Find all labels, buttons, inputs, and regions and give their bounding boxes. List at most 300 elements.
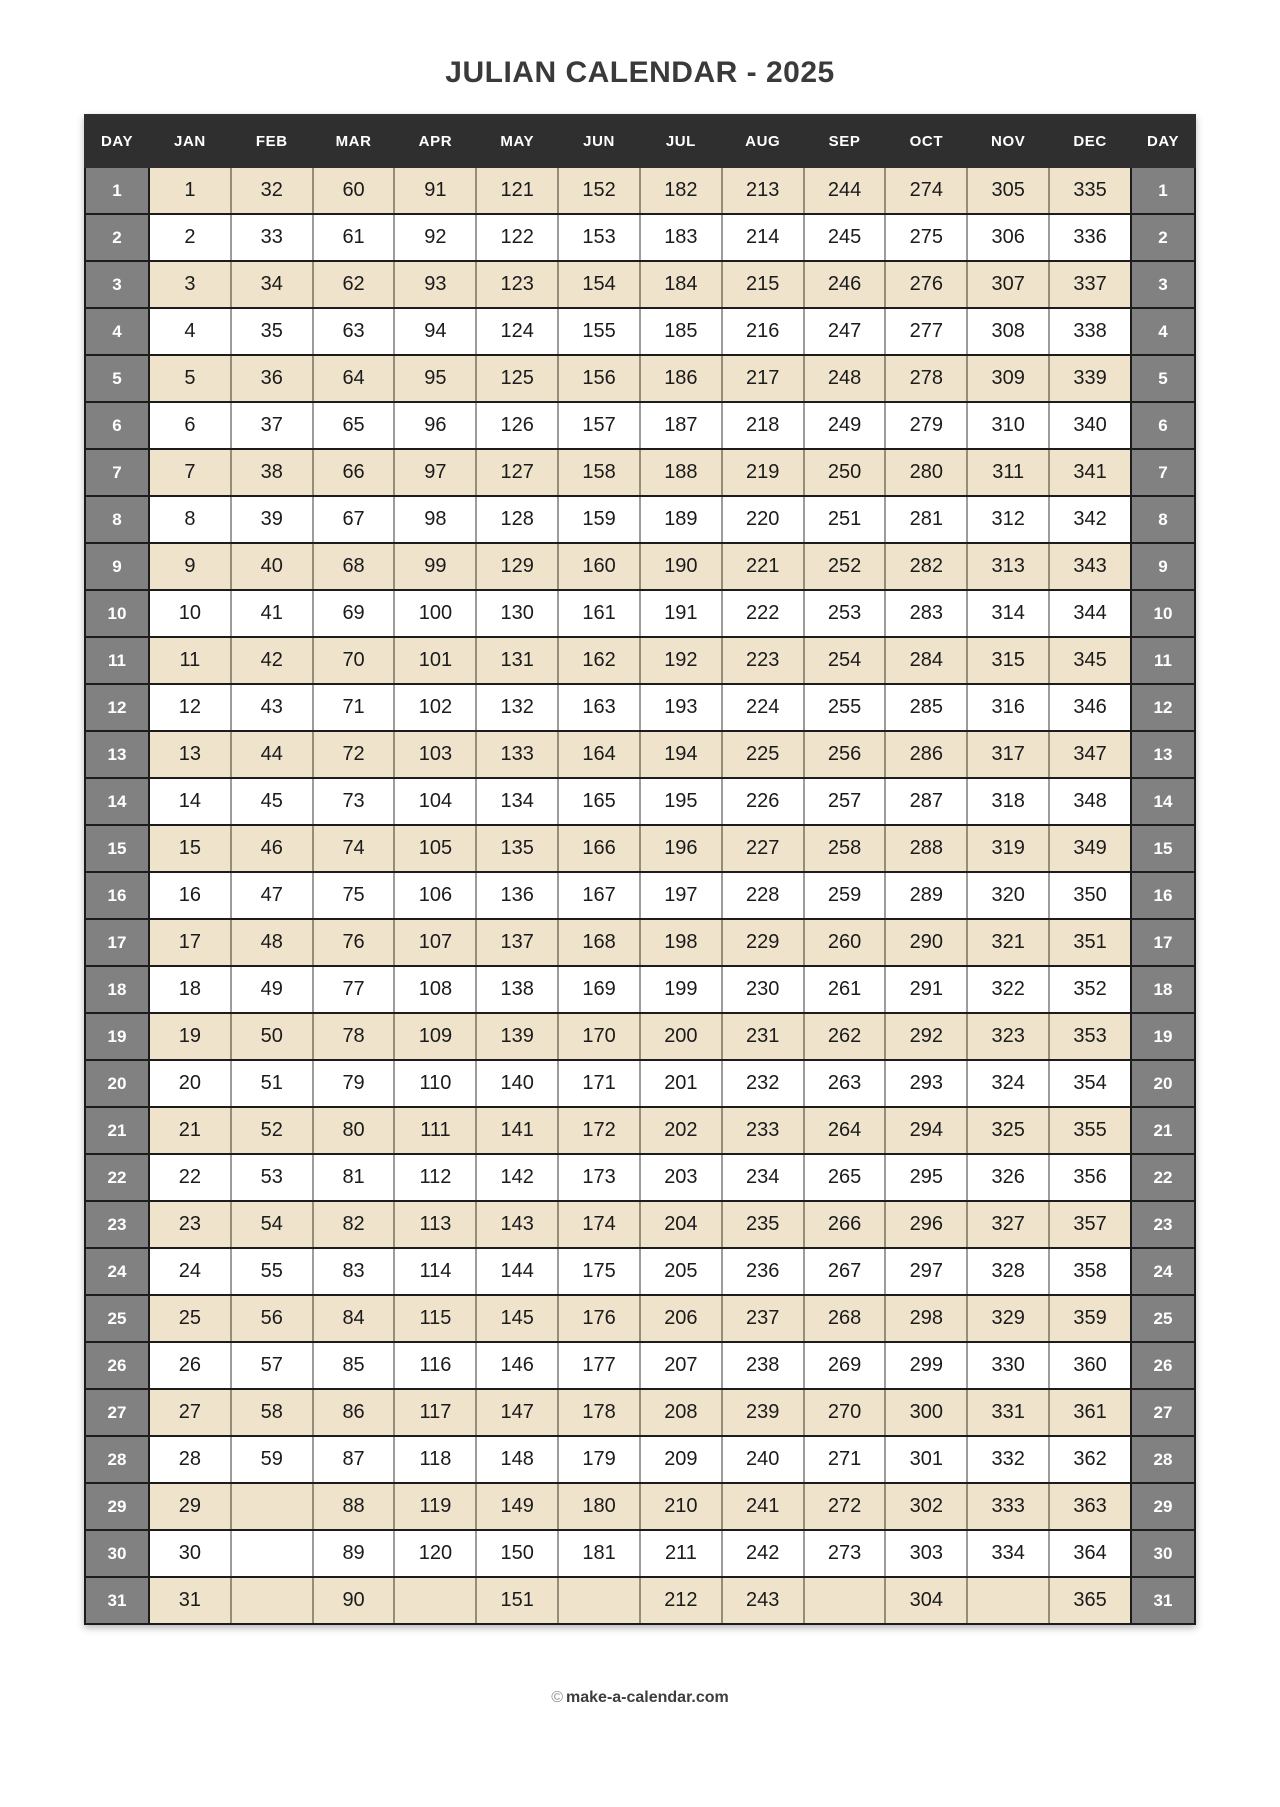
julian-day-cell: 251 (804, 496, 886, 543)
table-row (85, 731, 1195, 778)
julian-day-cell: 294 (885, 1107, 967, 1154)
julian-day-cell: 153 (558, 214, 640, 261)
julian-day-cell: 123 (476, 261, 558, 308)
julian-day-cell: 233 (722, 1107, 804, 1154)
julian-day-cell: 25 (149, 1295, 231, 1342)
julian-day-cell: 263 (804, 1060, 886, 1107)
julian-day-cell: 64 (313, 355, 395, 402)
day-number-cell-left: 19 (85, 1013, 149, 1060)
julian-day-cell: 328 (967, 1248, 1049, 1295)
julian-day-cell: 186 (640, 355, 722, 402)
julian-day-cell: 1 (149, 167, 231, 214)
julian-day-cell: 66 (313, 449, 395, 496)
julian-day-cell: 52 (231, 1107, 313, 1154)
header-sep: SEP (804, 115, 886, 167)
julian-day-cell: 348 (1049, 778, 1131, 825)
julian-day-cell: 269 (804, 1342, 886, 1389)
day-number-cell-left: 1 (85, 167, 149, 214)
julian-day-cell: 139 (476, 1013, 558, 1060)
julian-day-cell: 182 (640, 167, 722, 214)
julian-day-cell: 235 (722, 1201, 804, 1248)
julian-day-cell: 215 (722, 261, 804, 308)
julian-day-cell: 4 (149, 308, 231, 355)
day-number-cell-right: 7 (1131, 449, 1195, 496)
julian-day-cell: 18 (149, 966, 231, 1013)
julian-day-cell: 73 (313, 778, 395, 825)
day-number-cell-right: 9 (1131, 543, 1195, 590)
julian-day-cell: 272 (804, 1483, 886, 1530)
julian-day-cell: 81 (313, 1154, 395, 1201)
header-nov: NOV (967, 115, 1049, 167)
julian-day-cell: 68 (313, 543, 395, 590)
julian-day-cell: 198 (640, 919, 722, 966)
calendar-body (85, 167, 1195, 1624)
julian-day-cell: 98 (394, 496, 476, 543)
julian-day-cell: 134 (476, 778, 558, 825)
julian-day-cell: 108 (394, 966, 476, 1013)
julian-day-cell: 264 (804, 1107, 886, 1154)
day-number-cell-right: 5 (1131, 355, 1195, 402)
day-number-cell-right: 31 (1131, 1577, 1195, 1624)
julian-day-cell: 292 (885, 1013, 967, 1060)
header-oct: OCT (885, 115, 967, 167)
julian-day-cell: 321 (967, 919, 1049, 966)
table-row (85, 1295, 1195, 1342)
julian-day-cell: 35 (231, 308, 313, 355)
julian-day-cell: 116 (394, 1342, 476, 1389)
julian-day-cell: 180 (558, 1483, 640, 1530)
julian-day-cell: 290 (885, 919, 967, 966)
julian-day-cell: 10 (149, 590, 231, 637)
julian-day-cell: 148 (476, 1436, 558, 1483)
day-number-cell-left: 25 (85, 1295, 149, 1342)
julian-day-cell: 24 (149, 1248, 231, 1295)
julian-day-cell: 280 (885, 449, 967, 496)
julian-day-cell: 267 (804, 1248, 886, 1295)
julian-day-cell: 40 (231, 543, 313, 590)
julian-day-cell: 115 (394, 1295, 476, 1342)
julian-day-cell: 193 (640, 684, 722, 731)
julian-day-cell (231, 1483, 313, 1530)
julian-day-cell: 341 (1049, 449, 1131, 496)
julian-day-cell: 325 (967, 1107, 1049, 1154)
julian-day-cell: 49 (231, 966, 313, 1013)
header-aug: AUG (722, 115, 804, 167)
julian-day-cell: 53 (231, 1154, 313, 1201)
julian-day-cell: 151 (476, 1577, 558, 1624)
julian-day-cell: 165 (558, 778, 640, 825)
julian-day-cell: 26 (149, 1342, 231, 1389)
table-row (85, 1013, 1195, 1060)
julian-day-cell: 199 (640, 966, 722, 1013)
julian-day-cell: 258 (804, 825, 886, 872)
julian-day-cell: 142 (476, 1154, 558, 1201)
julian-day-cell: 47 (231, 872, 313, 919)
julian-day-cell: 354 (1049, 1060, 1131, 1107)
header-jul: JUL (640, 115, 722, 167)
julian-day-cell: 241 (722, 1483, 804, 1530)
julian-day-cell: 303 (885, 1530, 967, 1577)
julian-day-cell: 291 (885, 966, 967, 1013)
julian-day-cell: 131 (476, 637, 558, 684)
julian-day-cell: 101 (394, 637, 476, 684)
julian-day-cell: 361 (1049, 1389, 1131, 1436)
julian-day-cell: 120 (394, 1530, 476, 1577)
julian-day-cell: 200 (640, 1013, 722, 1060)
table-row (85, 1483, 1195, 1530)
julian-day-cell: 6 (149, 402, 231, 449)
julian-day-cell: 268 (804, 1295, 886, 1342)
table-row (85, 496, 1195, 543)
julian-day-cell: 315 (967, 637, 1049, 684)
julian-day-cell: 224 (722, 684, 804, 731)
julian-day-cell: 78 (313, 1013, 395, 1060)
julian-day-cell: 331 (967, 1389, 1049, 1436)
julian-day-cell: 178 (558, 1389, 640, 1436)
julian-day-cell: 96 (394, 402, 476, 449)
julian-day-cell: 181 (558, 1530, 640, 1577)
julian-day-cell: 194 (640, 731, 722, 778)
julian-day-cell: 79 (313, 1060, 395, 1107)
table-row (85, 778, 1195, 825)
julian-day-cell: 248 (804, 355, 886, 402)
header-feb: FEB (231, 115, 313, 167)
julian-day-cell: 324 (967, 1060, 1049, 1107)
julian-day-cell: 30 (149, 1530, 231, 1577)
julian-day-cell: 226 (722, 778, 804, 825)
header-dec: DEC (1049, 115, 1131, 167)
day-number-cell-left: 11 (85, 637, 149, 684)
julian-day-cell: 5 (149, 355, 231, 402)
julian-day-cell: 365 (1049, 1577, 1131, 1624)
day-number-cell-right: 16 (1131, 872, 1195, 919)
julian-day-cell: 362 (1049, 1436, 1131, 1483)
julian-day-cell: 336 (1049, 214, 1131, 261)
julian-day-cell: 197 (640, 872, 722, 919)
day-number-cell-right: 20 (1131, 1060, 1195, 1107)
day-number-cell-left: 5 (85, 355, 149, 402)
julian-day-cell: 179 (558, 1436, 640, 1483)
julian-day-cell: 67 (313, 496, 395, 543)
julian-day-cell: 273 (804, 1530, 886, 1577)
julian-day-cell: 176 (558, 1295, 640, 1342)
day-number-cell-left: 9 (85, 543, 149, 590)
julian-day-cell: 109 (394, 1013, 476, 1060)
julian-day-cell: 82 (313, 1201, 395, 1248)
julian-day-cell: 357 (1049, 1201, 1131, 1248)
julian-day-cell: 163 (558, 684, 640, 731)
julian-day-cell: 84 (313, 1295, 395, 1342)
julian-day-cell: 247 (804, 308, 886, 355)
julian-day-cell: 202 (640, 1107, 722, 1154)
julian-day-cell: 16 (149, 872, 231, 919)
day-number-cell-right: 12 (1131, 684, 1195, 731)
julian-day-cell: 323 (967, 1013, 1049, 1060)
julian-day-cell: 337 (1049, 261, 1131, 308)
julian-day-cell: 339 (1049, 355, 1131, 402)
julian-day-cell: 54 (231, 1201, 313, 1248)
julian-day-cell: 135 (476, 825, 558, 872)
julian-day-cell: 240 (722, 1436, 804, 1483)
julian-day-cell: 322 (967, 966, 1049, 1013)
julian-day-cell: 44 (231, 731, 313, 778)
julian-day-cell: 83 (313, 1248, 395, 1295)
julian-calendar-table (84, 114, 1196, 1625)
julian-day-cell: 141 (476, 1107, 558, 1154)
julian-day-cell: 276 (885, 261, 967, 308)
day-number-cell-right: 6 (1131, 402, 1195, 449)
julian-day-cell: 313 (967, 543, 1049, 590)
julian-day-cell: 266 (804, 1201, 886, 1248)
julian-day-cell: 360 (1049, 1342, 1131, 1389)
table-header (85, 115, 1195, 167)
julian-day-cell: 154 (558, 261, 640, 308)
day-number-cell-left: 3 (85, 261, 149, 308)
julian-day-cell: 77 (313, 966, 395, 1013)
julian-day-cell: 65 (313, 402, 395, 449)
day-number-cell-right: 17 (1131, 919, 1195, 966)
julian-day-cell (394, 1577, 476, 1624)
julian-day-cell: 118 (394, 1436, 476, 1483)
julian-day-cell: 347 (1049, 731, 1131, 778)
day-number-cell-left: 8 (85, 496, 149, 543)
julian-day-cell: 85 (313, 1342, 395, 1389)
julian-day-cell: 300 (885, 1389, 967, 1436)
julian-day-cell: 314 (967, 590, 1049, 637)
table-row (85, 1154, 1195, 1201)
table-row (85, 637, 1195, 684)
julian-day-cell: 92 (394, 214, 476, 261)
julian-day-cell: 288 (885, 825, 967, 872)
julian-day-cell: 94 (394, 308, 476, 355)
julian-day-cell: 144 (476, 1248, 558, 1295)
julian-day-cell: 111 (394, 1107, 476, 1154)
julian-day-cell: 203 (640, 1154, 722, 1201)
julian-day-cell: 238 (722, 1342, 804, 1389)
julian-day-cell: 335 (1049, 167, 1131, 214)
julian-day-cell: 310 (967, 402, 1049, 449)
julian-day-cell: 298 (885, 1295, 967, 1342)
julian-day-cell: 364 (1049, 1530, 1131, 1577)
julian-day-cell: 34 (231, 261, 313, 308)
julian-day-cell: 259 (804, 872, 886, 919)
julian-day-cell: 249 (804, 402, 886, 449)
julian-day-cell: 184 (640, 261, 722, 308)
day-number-cell-right: 30 (1131, 1530, 1195, 1577)
julian-day-cell: 279 (885, 402, 967, 449)
julian-day-cell: 169 (558, 966, 640, 1013)
julian-day-cell: 146 (476, 1342, 558, 1389)
julian-day-cell: 32 (231, 167, 313, 214)
julian-day-cell: 293 (885, 1060, 967, 1107)
julian-day-cell: 363 (1049, 1483, 1131, 1530)
julian-day-cell: 183 (640, 214, 722, 261)
julian-day-cell: 206 (640, 1295, 722, 1342)
julian-day-cell: 45 (231, 778, 313, 825)
julian-day-cell: 133 (476, 731, 558, 778)
julian-day-cell: 33 (231, 214, 313, 261)
julian-day-cell: 2 (149, 214, 231, 261)
table-row (85, 919, 1195, 966)
julian-day-cell: 232 (722, 1060, 804, 1107)
table-row (85, 308, 1195, 355)
julian-day-cell: 231 (722, 1013, 804, 1060)
julian-day-cell: 55 (231, 1248, 313, 1295)
header-jun: JUN (558, 115, 640, 167)
julian-day-cell: 174 (558, 1201, 640, 1248)
julian-day-cell: 260 (804, 919, 886, 966)
julian-day-cell: 60 (313, 167, 395, 214)
julian-day-cell: 188 (640, 449, 722, 496)
julian-day-cell: 75 (313, 872, 395, 919)
julian-day-cell: 210 (640, 1483, 722, 1530)
julian-day-cell: 196 (640, 825, 722, 872)
header-jan: JAN (149, 115, 231, 167)
table-row (85, 684, 1195, 731)
julian-day-cell: 152 (558, 167, 640, 214)
day-number-cell-left: 15 (85, 825, 149, 872)
julian-day-cell: 114 (394, 1248, 476, 1295)
julian-day-cell: 277 (885, 308, 967, 355)
julian-day-cell: 87 (313, 1436, 395, 1483)
day-number-cell-left: 2 (85, 214, 149, 261)
day-number-cell-right: 10 (1131, 590, 1195, 637)
day-number-cell-left: 4 (85, 308, 149, 355)
julian-day-cell: 214 (722, 214, 804, 261)
julian-day-cell: 304 (885, 1577, 967, 1624)
julian-day-cell: 162 (558, 637, 640, 684)
julian-day-cell: 344 (1049, 590, 1131, 637)
julian-day-cell: 205 (640, 1248, 722, 1295)
day-number-cell-left: 7 (85, 449, 149, 496)
julian-day-cell: 61 (313, 214, 395, 261)
julian-day-cell: 338 (1049, 308, 1131, 355)
julian-day-cell: 213 (722, 167, 804, 214)
header-day-right: DAY (1131, 115, 1195, 167)
julian-day-cell: 99 (394, 543, 476, 590)
day-number-cell-left: 24 (85, 1248, 149, 1295)
header-mar: MAR (313, 115, 395, 167)
julian-day-cell: 319 (967, 825, 1049, 872)
julian-day-cell: 168 (558, 919, 640, 966)
julian-day-cell: 107 (394, 919, 476, 966)
julian-day-cell: 352 (1049, 966, 1131, 1013)
julian-day-cell: 43 (231, 684, 313, 731)
julian-day-cell: 19 (149, 1013, 231, 1060)
day-number-cell-right: 19 (1131, 1013, 1195, 1060)
julian-day-cell: 227 (722, 825, 804, 872)
julian-day-cell: 301 (885, 1436, 967, 1483)
table-row (85, 1107, 1195, 1154)
day-number-cell-right: 14 (1131, 778, 1195, 825)
julian-day-cell: 36 (231, 355, 313, 402)
julian-day-cell: 243 (722, 1577, 804, 1624)
day-number-cell-left: 13 (85, 731, 149, 778)
julian-day-cell: 327 (967, 1201, 1049, 1248)
julian-day-cell: 130 (476, 590, 558, 637)
table-row (85, 1389, 1195, 1436)
julian-day-cell: 289 (885, 872, 967, 919)
julian-day-cell: 95 (394, 355, 476, 402)
julian-day-cell: 105 (394, 825, 476, 872)
julian-day-cell: 62 (313, 261, 395, 308)
day-number-cell-right: 26 (1131, 1342, 1195, 1389)
julian-day-cell: 220 (722, 496, 804, 543)
table-row (85, 872, 1195, 919)
julian-day-cell: 307 (967, 261, 1049, 308)
julian-day-cell: 306 (967, 214, 1049, 261)
julian-day-cell: 156 (558, 355, 640, 402)
julian-day-cell: 93 (394, 261, 476, 308)
julian-day-cell: 237 (722, 1295, 804, 1342)
julian-day-cell: 208 (640, 1389, 722, 1436)
julian-day-cell: 97 (394, 449, 476, 496)
julian-day-cell: 3 (149, 261, 231, 308)
julian-day-cell: 69 (313, 590, 395, 637)
julian-day-cell: 209 (640, 1436, 722, 1483)
julian-day-cell: 102 (394, 684, 476, 731)
day-number-cell-left: 31 (85, 1577, 149, 1624)
julian-day-cell: 12 (149, 684, 231, 731)
table-row (85, 214, 1195, 261)
table-row (85, 1436, 1195, 1483)
julian-day-cell: 103 (394, 731, 476, 778)
table-row (85, 355, 1195, 402)
julian-day-cell: 86 (313, 1389, 395, 1436)
julian-day-cell: 124 (476, 308, 558, 355)
day-number-cell-left: 22 (85, 1154, 149, 1201)
julian-day-cell: 8 (149, 496, 231, 543)
day-number-cell-right: 28 (1131, 1436, 1195, 1483)
julian-day-cell: 150 (476, 1530, 558, 1577)
julian-day-cell: 250 (804, 449, 886, 496)
julian-day-cell: 70 (313, 637, 395, 684)
julian-day-cell: 89 (313, 1530, 395, 1577)
julian-day-cell: 230 (722, 966, 804, 1013)
julian-day-cell: 100 (394, 590, 476, 637)
julian-day-cell: 211 (640, 1530, 722, 1577)
day-number-cell-right: 4 (1131, 308, 1195, 355)
table-row (85, 1577, 1195, 1624)
julian-day-cell: 136 (476, 872, 558, 919)
day-number-cell-right: 25 (1131, 1295, 1195, 1342)
julian-day-cell: 228 (722, 872, 804, 919)
julian-day-cell: 71 (313, 684, 395, 731)
julian-day-cell: 265 (804, 1154, 886, 1201)
day-number-cell-right: 15 (1131, 825, 1195, 872)
julian-day-cell: 41 (231, 590, 313, 637)
julian-day-cell: 29 (149, 1483, 231, 1530)
table-row (85, 1060, 1195, 1107)
julian-day-cell: 48 (231, 919, 313, 966)
julian-day-cell: 326 (967, 1154, 1049, 1201)
table-row (85, 1248, 1195, 1295)
julian-day-cell: 242 (722, 1530, 804, 1577)
julian-day-cell: 171 (558, 1060, 640, 1107)
day-number-cell-right: 3 (1131, 261, 1195, 308)
julian-day-cell: 218 (722, 402, 804, 449)
julian-day-cell: 117 (394, 1389, 476, 1436)
julian-day-cell: 330 (967, 1342, 1049, 1389)
julian-day-cell: 271 (804, 1436, 886, 1483)
day-number-cell-right: 1 (1131, 167, 1195, 214)
julian-day-cell: 167 (558, 872, 640, 919)
julian-day-cell: 282 (885, 543, 967, 590)
julian-day-cell: 72 (313, 731, 395, 778)
day-number-cell-left: 12 (85, 684, 149, 731)
day-number-cell-left: 10 (85, 590, 149, 637)
julian-day-cell: 287 (885, 778, 967, 825)
